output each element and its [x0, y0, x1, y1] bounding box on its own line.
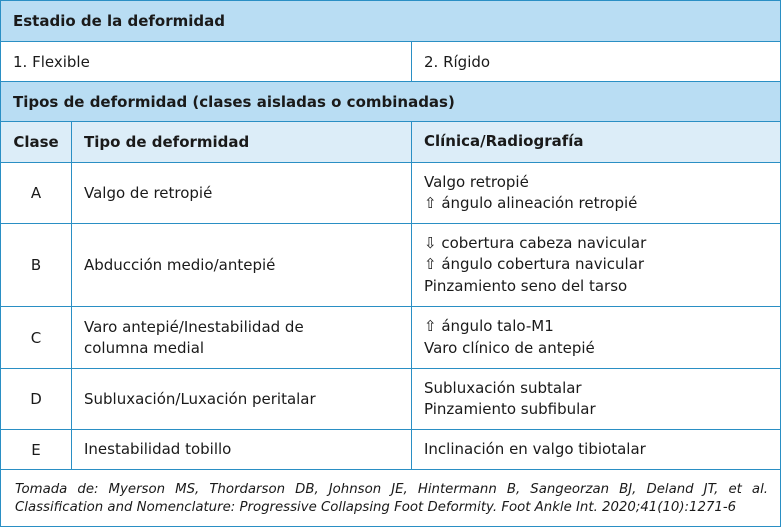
clinica-line: ⇩ cobertura cabeza navicular [424, 233, 647, 252]
stage-flexible [1, 42, 412, 81]
row-clinica [412, 163, 780, 223]
row-clase [1, 224, 72, 306]
types-section-title [1, 82, 780, 122]
row-clase-text: E [31, 440, 41, 459]
row-tipo [72, 163, 412, 223]
table-row [1, 430, 780, 470]
clinica-line: Inclinación en valgo tibiotalar [424, 439, 646, 458]
row-tipo [72, 224, 412, 306]
types-section-title-text: Tipos de deformidad (clases aisladas o combinadas) [13, 92, 455, 111]
clinica-line: Valgo retropié [424, 172, 529, 191]
stage-rigid-text: 2. Rígido [424, 52, 491, 71]
header-clinica-text: Clínica/Radiografía [424, 132, 584, 151]
header-tipo-text: Tipo de deformidad [84, 132, 250, 151]
row-clase [1, 163, 72, 223]
stage-row [1, 42, 780, 82]
row-tipo-text: Abducción medio/antepié [84, 255, 276, 274]
table-row [1, 307, 780, 369]
row-tipo-text: Varo antepié/Inestabilidad de columna medial [84, 317, 304, 357]
row-tipo-text: Subluxación/Luxación peritalar [84, 389, 316, 408]
stage-rigid [412, 42, 780, 81]
stage-flexible-text: 1. Flexible [13, 52, 90, 71]
stage-section-title-text: Estadio de la deformidad [13, 12, 225, 30]
row-tipo [72, 430, 412, 469]
row-clase-text: A [30, 184, 42, 202]
row-tipo [72, 307, 412, 368]
row-tipo [72, 369, 412, 429]
row-clase [1, 307, 72, 368]
row-clase-text: B [30, 256, 42, 274]
table-row [1, 163, 780, 224]
header-clase [1, 122, 72, 162]
clinica-line: Varo clínico de antepié [424, 338, 595, 357]
citation-line-2: Classification and Nomenclature: Progressive Collapsing Foot Deformity. Foot Ankle Int. 2020;41(10):1271-6 [15, 500, 737, 515]
citation-line-1: Tomada de: Myerson MS, Thordarson DB, Johnson JE, Hintermann B, Sangeorzan BJ, Deland JT, et al. [15, 482, 768, 497]
header-tipo [72, 122, 412, 162]
row-clinica [412, 430, 780, 469]
table-row [1, 224, 780, 307]
clinica-line: Pinzamiento subfibular [424, 400, 596, 418]
header-clase-text: Clase [13, 133, 59, 151]
row-tipo-text: Inestabilidad tobillo [84, 440, 232, 458]
clinica-line: Subluxación subtalar [424, 378, 582, 397]
clinica-line: Pinzamiento seno del tarso [424, 276, 628, 295]
row-clinica [412, 307, 780, 368]
stage-section-title [1, 1, 780, 42]
clinica-line: ⇧ ángulo cobertura navicular [424, 255, 645, 274]
table-row [1, 369, 780, 430]
row-clase [1, 430, 72, 469]
row-clase [1, 369, 72, 429]
clinica-line: ⇧ ángulo talo-M1 [424, 317, 554, 335]
column-header-row [1, 122, 780, 163]
row-tipo-text: Valgo de retropié [84, 183, 213, 202]
header-clinica [412, 122, 780, 162]
row-clinica [412, 224, 780, 306]
clinica-line: ⇧ ángulo alineación retropié [424, 194, 638, 212]
row-clase-text: C [30, 328, 42, 347]
row-clinica [412, 369, 780, 429]
source-citation [1, 470, 780, 526]
row-clase-text: D [30, 390, 42, 408]
